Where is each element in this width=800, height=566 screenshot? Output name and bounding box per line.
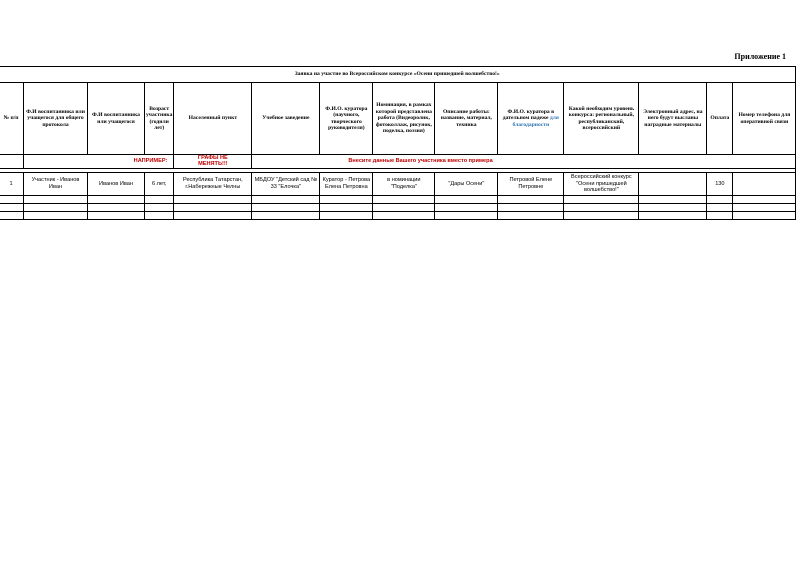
form-title: Заявка на участие во Всероссийском конкурсе «Осени пришедшей волшебство!» [0, 67, 796, 83]
table-row [0, 172, 796, 195]
cell-payment[interactable]: 130 [707, 172, 733, 195]
cell-curator[interactable]: Куратор - Петрова Елена Петровна [320, 172, 373, 195]
header-level: Какой необходим уровень конкурса: региональный, республиканский, всероссийский [564, 83, 639, 155]
application-form-table [0, 66, 796, 220]
header-curator-thanks-text: Ф.И.О. куратора в дательном падеже [502, 108, 555, 122]
cell-description[interactable]: "Дары Осени" [435, 172, 498, 195]
cell-city[interactable]: Республика Татарстан, г.Набережные Челны [174, 172, 252, 195]
header-phone: Номер телефона для оперативной связи [733, 83, 796, 155]
cell-phone[interactable] [733, 172, 796, 195]
cell-curator-thanks[interactable]: Петровой Елене Петровне [498, 172, 564, 195]
empty-row [0, 203, 796, 211]
empty-row [0, 195, 796, 203]
header-nomination: Номинация, в рамках которой представлена работа (Видеоролик, фотоколлаж, рисунок, поделка, поэзия) [373, 83, 435, 155]
header-fio-student: Ф.И воспитанника или учащегося [88, 83, 145, 155]
cell-email[interactable] [639, 172, 707, 195]
header-curator-thanks [498, 83, 564, 155]
header-curator: Ф.И.О. куратора (научного, творческого руководителя) [320, 83, 373, 155]
no-change-warning: ГРАФЫ НЕ МЕНЯТЬ!!! [174, 155, 252, 169]
cell-fio-student[interactable]: Иванов Иван [88, 172, 145, 195]
empty-row [0, 211, 796, 219]
cell-nomination[interactable]: в номинации "Поделка" [373, 172, 435, 195]
header-payment: Оплата [707, 83, 733, 155]
header-age: Возраст участника (годили лет) [145, 83, 174, 155]
cell-level[interactable]: Всероссийский конкурс "Осени пришедшей волшебство!" [564, 172, 639, 195]
cell-school[interactable]: МБДОУ "Детский сад № 33 "Елочка" [252, 172, 320, 195]
header-description: Описание работы: название, материал, техника [435, 83, 498, 155]
header-email: Электронный адрес, на него будут высланы наградные материалы [639, 83, 707, 155]
header-school: Учебное заведение [252, 83, 320, 155]
header-row [0, 83, 796, 155]
cell-fio-common[interactable]: Участник - Иванов Иван [24, 172, 88, 195]
example-label: НАПРИМЕР: [24, 155, 174, 169]
header-curator-thanks-highlight: для благодарности [512, 115, 559, 128]
header-fio-common: Ф.И воспитанника или учащегося для общего протокола [24, 83, 88, 155]
appendix-label: Приложение 1 [734, 52, 786, 61]
cell-num[interactable]: 1 [0, 172, 24, 195]
example-row [0, 155, 796, 169]
header-num: № п/п [0, 83, 24, 155]
example-instruction: Внесите данные Вашего участника вместо примера [252, 155, 796, 169]
cell-age[interactable]: 6 лет, [145, 172, 174, 195]
header-city: Населенный пункт [174, 83, 252, 155]
